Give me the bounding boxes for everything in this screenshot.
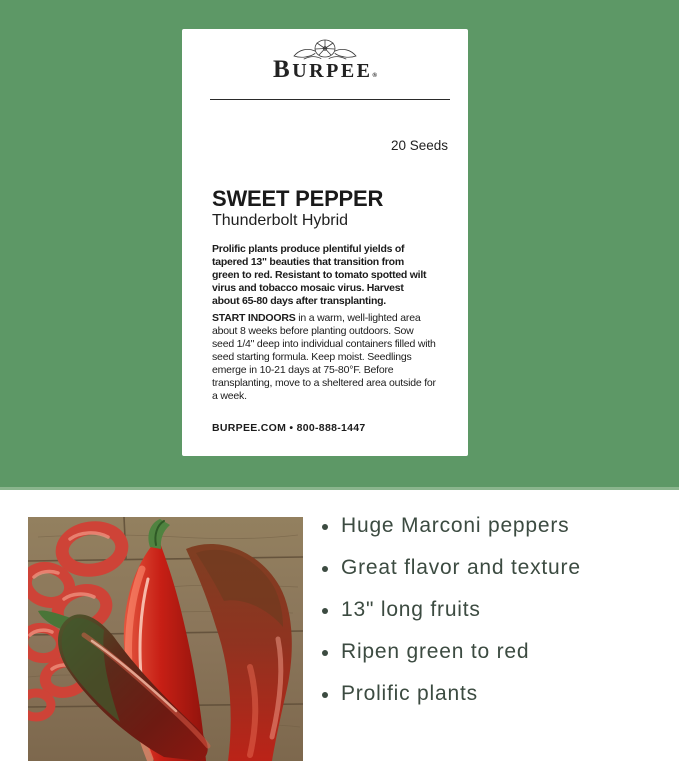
features-list — [322, 514, 581, 724]
product-subtitle: Thunderbolt Hybrid — [212, 212, 349, 229]
sowing-label: START INDOORS — [212, 312, 296, 324]
bullet-dot — [322, 524, 328, 530]
bullet-dot — [322, 692, 328, 698]
feature-label: Prolific plants — [341, 682, 478, 705]
feature-label: Ripen green to red — [341, 640, 530, 663]
feature-item — [322, 682, 581, 706]
bullet-dot — [322, 566, 328, 572]
packet-divider-line — [210, 99, 450, 100]
product-title: SWEET PEPPER — [212, 186, 384, 211]
feature-label: Huge Marconi peppers — [341, 514, 570, 537]
feature-item — [322, 514, 581, 538]
feature-label: 13" long fruits — [341, 598, 481, 621]
pepper-photo-illustration — [28, 517, 303, 761]
brand-text: BURPEE — [273, 56, 373, 83]
pepper-photo — [28, 517, 303, 761]
bullet-dot — [322, 608, 328, 614]
sowing-instructions — [212, 312, 436, 403]
registered-mark: ® — [372, 73, 377, 79]
burpee-logo — [182, 38, 468, 82]
packet-contact: BURPEE.COM • 800-888-1447 — [212, 422, 366, 434]
feature-label: Great flavor and texture — [341, 556, 581, 579]
hero-band-edge — [0, 487, 679, 490]
seed-count: 20 Seeds — [390, 138, 448, 153]
sowing-text: in a warm, well-lighted area about 8 weeks before planting outdoors. Sow seed 1/4" deep into individual containers filled with seed starting formula. Keep moist. Seedlings emerge in 10-21 days at 75-80°F. Before transplanting, move to a sheltered area outside for a week. — [212, 312, 436, 402]
bullet-dot — [322, 650, 328, 656]
feature-item — [322, 598, 581, 622]
feature-item — [322, 640, 581, 664]
feature-item — [322, 556, 581, 580]
brand-wordmark — [273, 57, 377, 82]
seed-packet — [182, 29, 468, 456]
product-description: Prolific plants produce plentiful yields of tapered 13" beauties that transition from green to red. Resistant to tomato spotted wilt virus and tobacco mosaic virus. Harvest about 65-80 days after transplanting. — [212, 243, 427, 307]
